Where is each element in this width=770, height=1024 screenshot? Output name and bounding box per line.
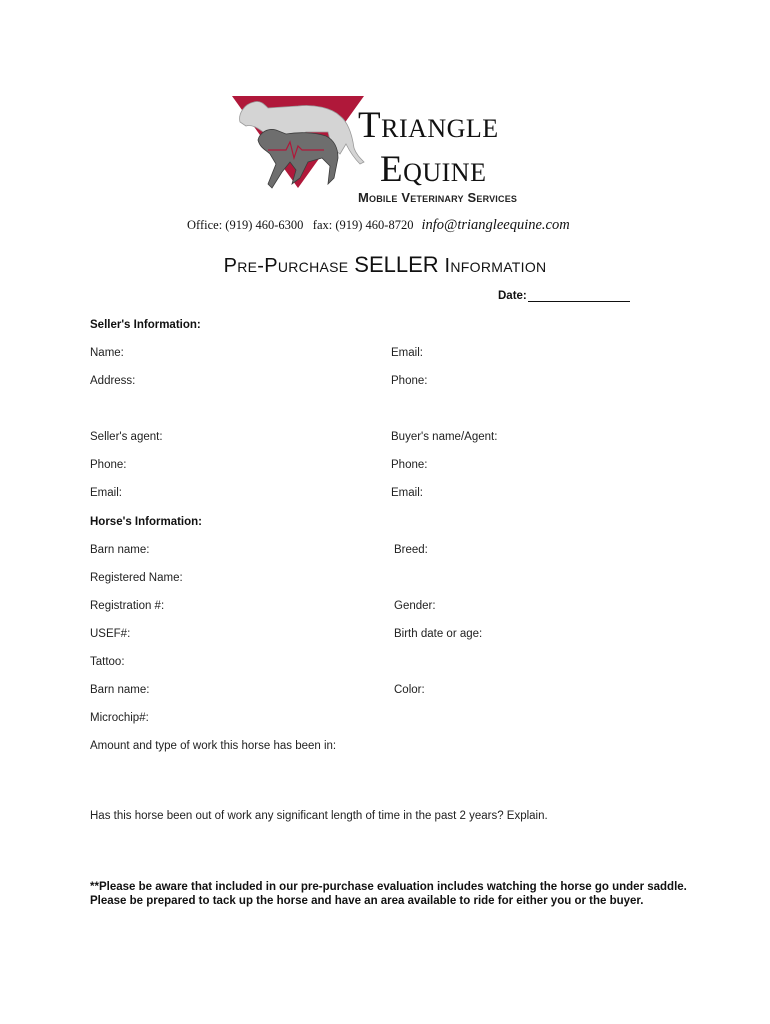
registration-label: Registration #: xyxy=(90,600,165,612)
date-field[interactable] xyxy=(498,290,630,302)
brand-tagline: Mobile Veterinary Services xyxy=(358,190,518,205)
work-history-label: Amount and type of work this horse has been in: xyxy=(90,740,337,752)
out-of-work-label: Has this horse been out of work any significant length of time in the past 2 years? Explain. xyxy=(90,810,548,822)
buyers-agent-label: Buyer's name/Agent: xyxy=(391,431,498,443)
barn-name-label: Barn name: xyxy=(90,544,150,556)
brand-name-line2: Equine xyxy=(380,149,487,190)
date-input-line[interactable] xyxy=(528,290,630,302)
title-part1: Pre-Purchase xyxy=(223,255,355,277)
sellers-section-heading: Seller's Information: xyxy=(90,319,201,331)
registered-name-label: Registered Name: xyxy=(90,572,183,584)
buyer-phone-label: Phone: xyxy=(391,459,428,471)
seller-name-label: Name: xyxy=(90,347,124,359)
agent-phone-label: Phone: xyxy=(90,459,127,471)
date-label: Date: xyxy=(498,290,527,302)
title-part3: Information xyxy=(438,255,547,277)
buyer-email-label: Email: xyxy=(391,487,423,499)
office-fax-text: Office: (919) 460-6300 fax: (919) 460-8720 xyxy=(187,218,414,232)
saddle-notice: **Please be aware that included in our pre-purchase evaluation includes watching the horse go under saddle. Please be prepared to tack up the horse and have an area available to ride for either you or the buyer. xyxy=(90,881,687,907)
barn-name-label-2: Barn name: xyxy=(90,684,150,696)
email-link[interactable]: info@triangleequine.com xyxy=(421,217,570,233)
color-label: Color: xyxy=(394,684,425,696)
brand-name-line1: Triangle xyxy=(358,105,499,146)
page-title xyxy=(0,252,770,278)
title-part2: SELLER xyxy=(354,252,439,277)
seller-address-label: Address: xyxy=(90,375,136,387)
dark-horse-icon xyxy=(258,129,338,188)
tattoo-label: Tattoo: xyxy=(90,656,125,668)
gender-label: Gender: xyxy=(394,600,436,612)
contact-line xyxy=(187,217,570,234)
seller-email-label: Email: xyxy=(391,347,423,359)
agent-email-label: Email: xyxy=(90,487,122,499)
seller-phone-label: Phone: xyxy=(391,375,428,387)
horse-section-heading: Horse's Information: xyxy=(90,516,202,528)
birth-date-label: Birth date or age: xyxy=(394,628,483,640)
breed-label: Breed: xyxy=(394,544,428,556)
triangle-equine-logo xyxy=(228,92,368,192)
sellers-agent-label: Seller's agent: xyxy=(90,431,163,443)
usef-label: USEF#: xyxy=(90,628,131,640)
microchip-label: Microchip#: xyxy=(90,712,149,724)
